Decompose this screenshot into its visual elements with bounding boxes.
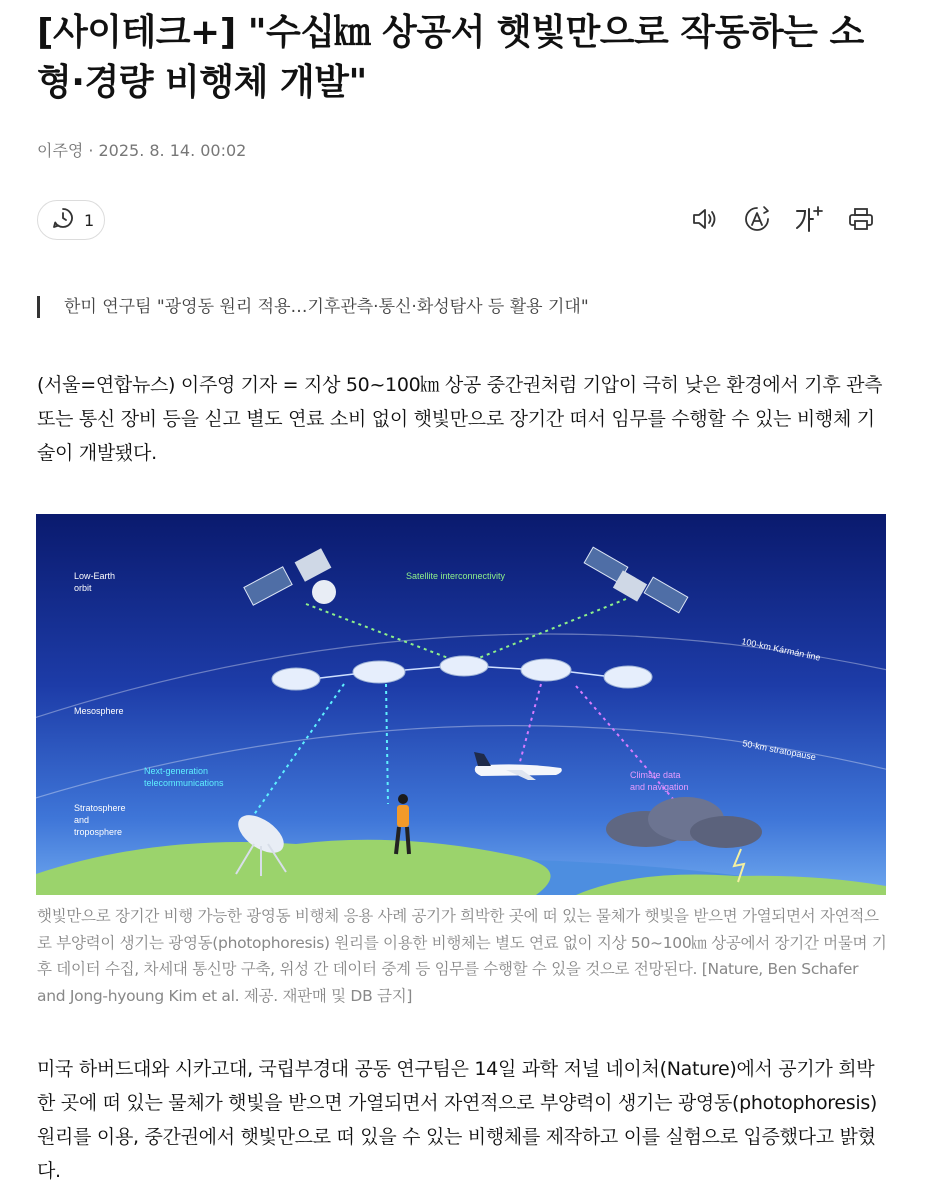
- label-stratopause: 50-km stratopause: [741, 738, 817, 763]
- figure-caption: 햇빛만으로 장기간 비행 가능한 광영동 비행체 응용 사례 공기가 희박한 곳에 떠 있는 물체가 햇빛을 받으면 가열되면서 자연적으로 부양력이 생기는 광영동(photophoresis) 원리를 이용한 비행체는 별도 연료 없이 지상 50~100㎞ 상공에서 장기간 머물며 기후 데이터 수집, 차세대 통신망 구축, 위성 간 데이터 중계 등 임무를 수행할 수 있을 것으로 전망된다. [Nature, Ben Schafer and Jong-hyoung Kim et al. 제공. 재판매 및 DB 금지]: [37, 907, 887, 1005]
- label-strato-tropo: and: [74, 815, 90, 825]
- speaker-icon[interactable]: [690, 204, 720, 234]
- label-karman-line: 100-km Kármán line: [740, 636, 822, 663]
- label-telecom: telecommunications: [144, 778, 224, 788]
- label-climate: Climate data: [630, 770, 681, 780]
- article-toolbar: [37, 200, 888, 240]
- label-mesosphere: Mesosphere: [74, 706, 124, 716]
- print-icon[interactable]: [846, 204, 876, 234]
- article-figure[interactable]: [36, 514, 886, 895]
- article-tools: [690, 204, 876, 234]
- article-paragraph: (서울=연합뉴스) 이주영 기자 = 지상 50~100㎞ 상공 중간권처럼 기압이 극히 낮은 환경에서 기후 관측 또는 통신 장비 등을 싣고 별도 연료 소비 없이 햇빛만으로 장기간 떠서 임무를 수행할 수 있는 비행체 기술이 개발됐다.: [37, 374, 883, 464]
- article-title: [사이테크+] "수십㎞ 상공서 햇빛만으로 작동하는 소형·경량 비행체 개발": [37, 12, 864, 103]
- article-meta: [37, 138, 246, 161]
- comment-button[interactable]: [37, 200, 105, 240]
- publish-date: 2025. 8. 14. 00:02: [98, 141, 247, 160]
- label-low-earth-orbit: Low-Earth: [74, 571, 116, 581]
- article-subtitle: 한미 연구팀 "광영동 원리 적용…기후관측·통신·화성탐사 등 활용 기대": [37, 296, 589, 318]
- label-strato-tropo: Stratosphere: [74, 803, 126, 813]
- article-paragraph: 미국 하버드대와 시카고대, 국립부경대 공동 연구팀은 14일 과학 저널 네이처(Nature)에서 공기가 희박한 곳에 떠 있는 물체가 햇빛을 받으면 가열되면서 자연적으로 부양력이 생기는 광영동(photophoresis) 원리를 이용, 중간권에서 햇빛만으로 떠 있을 수 있는 비행체를 제작하고 이를 실험으로 입증했다고 밝혔다.: [37, 1058, 878, 1182]
- label-climate: and navigation: [630, 782, 689, 792]
- label-satellite-interconnectivity: Satellite interconnectivity: [406, 571, 506, 581]
- meta-separator: ·: [88, 141, 94, 160]
- photophoresis-illustration: [36, 514, 886, 895]
- comment-count: 1: [84, 210, 95, 230]
- label-telecom: Next-generation: [144, 766, 209, 776]
- author-name[interactable]: 이주영: [37, 141, 84, 160]
- translate-icon[interactable]: [742, 204, 772, 234]
- label-low-earth-orbit: orbit: [74, 583, 92, 593]
- font-size-icon[interactable]: [794, 204, 824, 234]
- label-strato-tropo: troposphere: [74, 827, 123, 837]
- comment-clock-icon: [52, 207, 74, 233]
